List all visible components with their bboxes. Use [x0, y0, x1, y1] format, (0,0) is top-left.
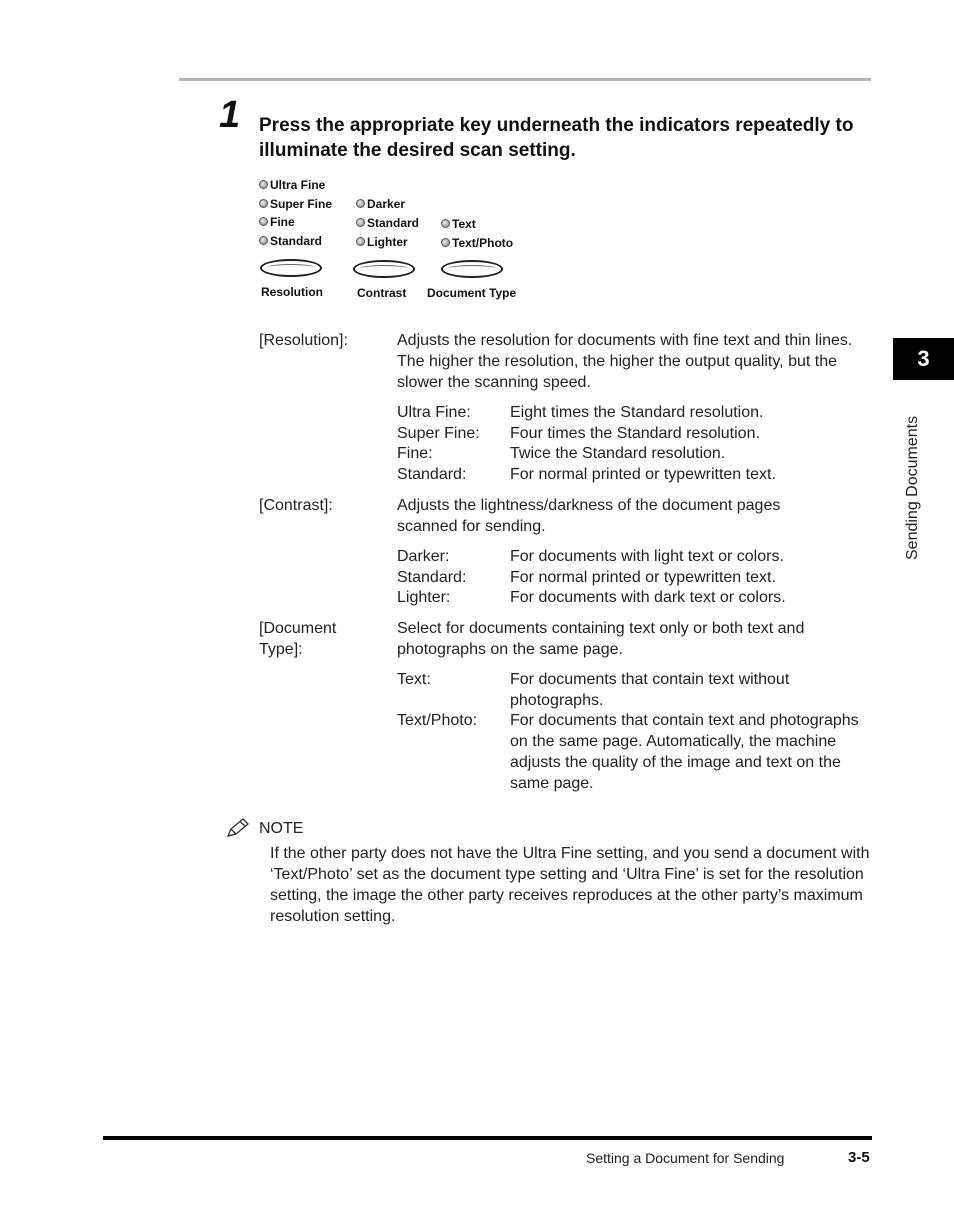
- note-label: NOTE: [259, 820, 304, 837]
- option-name: Text:: [397, 671, 431, 688]
- resolution-key-label: Resolution: [261, 285, 323, 299]
- pencil-icon: [225, 817, 251, 844]
- option-name: Lighter:: [397, 589, 451, 606]
- indicator-super-fine: Super Fine: [259, 197, 332, 211]
- indicator-darker: Darker: [356, 197, 405, 211]
- resolution-term: [Resolution]:: [259, 332, 348, 349]
- chapter-title: Sending Documents: [904, 415, 921, 560]
- footer-section-title: Setting a Document for Sending: [586, 1150, 785, 1166]
- indicator-ultra-fine: Ultra Fine: [259, 178, 325, 192]
- option-text: For documents with dark text or colors.: [510, 589, 786, 606]
- indicator-text: Text: [441, 217, 476, 231]
- document-type-key: [441, 260, 503, 278]
- indicator-lamp-icon: [259, 199, 268, 208]
- indicator-lamp-icon: [259, 217, 268, 226]
- option-name: Super Fine:: [397, 425, 480, 442]
- option-name: Text/Photo:: [397, 712, 478, 729]
- footer-rule: [103, 1136, 872, 1140]
- indicator-standard-contrast: Standard: [356, 216, 419, 230]
- page-number: 3-5: [848, 1149, 870, 1166]
- indicator-text-photo: Text/Photo: [441, 236, 513, 250]
- step-instruction: Press the appropriate key underneath the indicators repeatedly to illuminate the desired scan setting.: [259, 115, 854, 161]
- document-type-term: [Document Type]:: [259, 620, 337, 658]
- indicator-lamp-icon: [356, 199, 365, 208]
- note-text: If the other party does not have the Ultra Fine setting, and you send a document with ‘Text/Photo’ set as the document type setting and ‘Ultra Fine’ is set for the resolution setting, the image the other party receives reproduces at the other party’s maximum resolution setting.: [270, 845, 870, 925]
- indicator-lamp-icon: [356, 237, 365, 246]
- contrast-description: Adjusts the lightness/darkness of the document pages scanned for sending.: [397, 497, 781, 535]
- option-text: For documents that contain text and photographs on the same page. Automatically, the machine adjusts the quality of the image and text on the same page.: [510, 712, 859, 792]
- contrast-key: [353, 260, 415, 278]
- option-name: Darker:: [397, 548, 450, 565]
- option-name: Ultra Fine:: [397, 404, 471, 421]
- option-text: For documents with light text or colors.: [510, 548, 784, 565]
- option-text: Eight times the Standard resolution.: [510, 404, 764, 421]
- indicator-lamp-icon: [259, 180, 268, 189]
- contrast-key-label: Contrast: [357, 286, 407, 300]
- indicator-standard-resolution: Standard: [259, 234, 322, 248]
- indicator-lamp-icon: [441, 238, 450, 247]
- step-number: 1: [219, 94, 241, 136]
- option-text: For documents that contain text without photographs.: [510, 671, 790, 709]
- chapter-tab: 3: [893, 338, 954, 380]
- document-type-description: Select for documents containing text only or both text and photographs on the same page.: [397, 620, 805, 658]
- option-name: Fine:: [397, 445, 433, 462]
- top-rule: [179, 78, 871, 81]
- resolution-key: [260, 259, 322, 277]
- option-text: For normal printed or typewritten text.: [510, 569, 776, 586]
- indicator-lamp-icon: [441, 219, 450, 228]
- resolution-description: Adjusts the resolution for documents with fine text and thin lines. The higher the resolution, the higher the output quality, but the slower the scanning speed.: [397, 332, 853, 391]
- document-type-key-label: Document Type: [427, 286, 517, 300]
- contrast-term: [Contrast]:: [259, 497, 333, 514]
- indicator-fine: Fine: [259, 215, 295, 229]
- option-text: Four times the Standard resolution.: [510, 425, 760, 442]
- option-name: Standard:: [397, 569, 467, 586]
- option-name: Standard:: [397, 466, 467, 483]
- option-text: Twice the Standard resolution.: [510, 445, 726, 462]
- indicator-lamp-icon: [259, 236, 268, 245]
- indicator-lamp-icon: [356, 218, 365, 227]
- option-text: For normal printed or typewritten text.: [510, 466, 776, 483]
- indicator-lighter: Lighter: [356, 235, 408, 249]
